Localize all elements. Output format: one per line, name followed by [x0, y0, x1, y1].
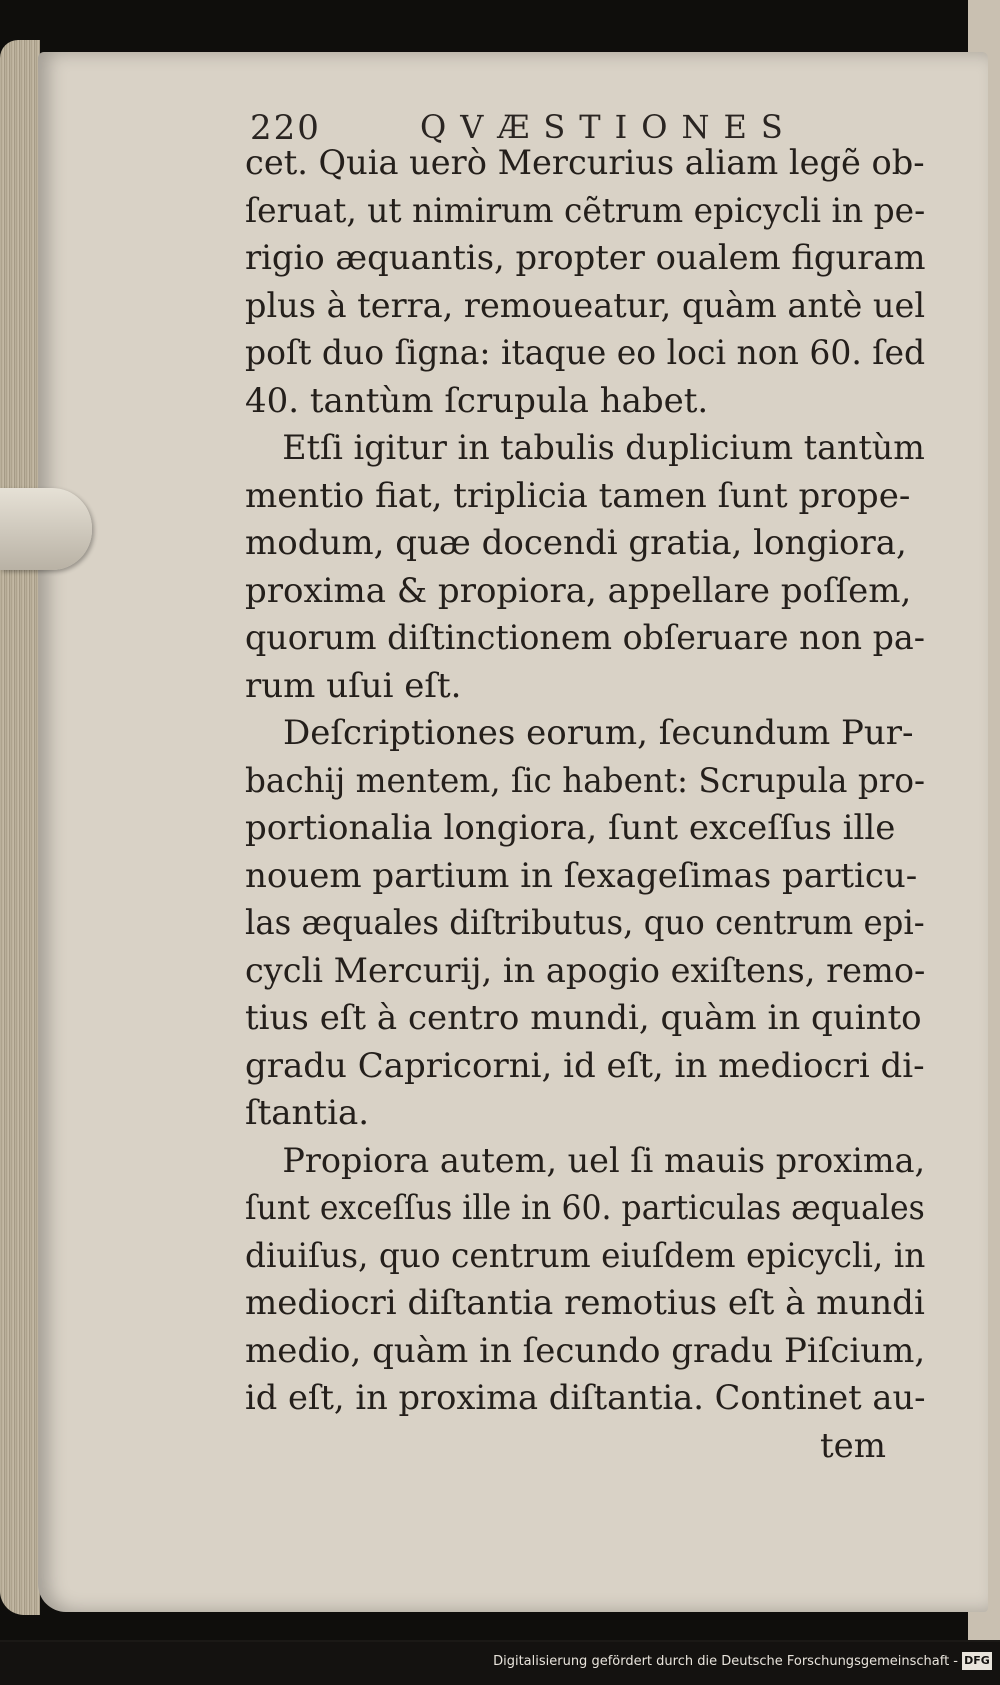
text-line: medio, quàm in ſecundo gradu Piſcium, — [245, 1330, 926, 1371]
text-line: diuiſus, quo centrum eiuſdem epicycli, in — [245, 1235, 926, 1276]
text-line: nouem partium in ſexageſimas particu- — [245, 855, 918, 896]
text-line: Etſi igitur in tabulis duplicium tantùm — [282, 428, 925, 468]
digitization-credit: Digitalisierung gefördert durch die Deutsche Forschungsgemeinschaft - — [493, 1654, 958, 1669]
text-line: mediocri diſtantia remotius eſt à mundi — [245, 1283, 925, 1323]
text-line: ſunt exceſſus ille in 60. particulas æquales — [245, 1188, 925, 1228]
text-line: rum uſui eſt. — [245, 665, 462, 706]
page-text — [245, 140, 925, 1470]
text-line: cycli Mercurij, in apogio exiſtens, remo- — [245, 950, 926, 991]
text-line: rigio æquantis, propter oualem figuram — [245, 238, 926, 278]
text-line: Deſcriptiones eorum, ſecundum Pur- — [283, 713, 914, 753]
text-line: las æquales diſtributus, quo centrum epi- — [245, 903, 925, 943]
text-line: portionalia longiora, ſunt exceſſus ille — [245, 808, 896, 848]
text-line: 40. tantùm ſcrupula habet. — [245, 380, 709, 421]
text-line: modum, quæ docendi gratia, longiora, — [245, 523, 907, 563]
text-line: gradu Capricorni, id eſt, in mediocri di- — [245, 1045, 925, 1086]
text-line: ſtantia. — [245, 1093, 370, 1133]
text-line: mentio fiat, triplicia tamen ſunt prope- — [245, 475, 911, 516]
text-line: cet. Quia uerò Mercurius aliam legẽ ob- — [245, 143, 925, 183]
footer-bar — [0, 1642, 1000, 1685]
book-fore-edge — [0, 40, 40, 1615]
text-line: proxima & propiora, appellare poſſem, — [245, 570, 912, 611]
page-clamp — [0, 488, 92, 570]
text-line: tius eſt à centro mundi, quàm in quinto — [245, 998, 922, 1038]
text-line: plus à terra, remoueatur, quàm antè uel — [245, 285, 926, 326]
dfg-logo: DFG — [962, 1652, 992, 1670]
text-line: poſt duo ſigna: itaque eo loci non 60. ſed — [245, 333, 926, 373]
text-line: id eſt, in proxima diſtantia. Continet au- — [245, 1378, 926, 1418]
text-line: tem — [820, 1425, 887, 1466]
text-line: ſeruat, ut nimirum cẽtrum epicycli in pe- — [245, 190, 926, 231]
text-line: quorum diſtinctionem obſeruare non pa- — [245, 618, 925, 658]
page-number: 220 — [250, 108, 321, 148]
running-head: QVÆSTIONES — [420, 108, 797, 146]
text-line: Propiora autem, uel ſi mauis proxima, — [282, 1140, 926, 1181]
text-line: bachij mentem, ſic habent: Scrupula pro- — [245, 760, 926, 801]
